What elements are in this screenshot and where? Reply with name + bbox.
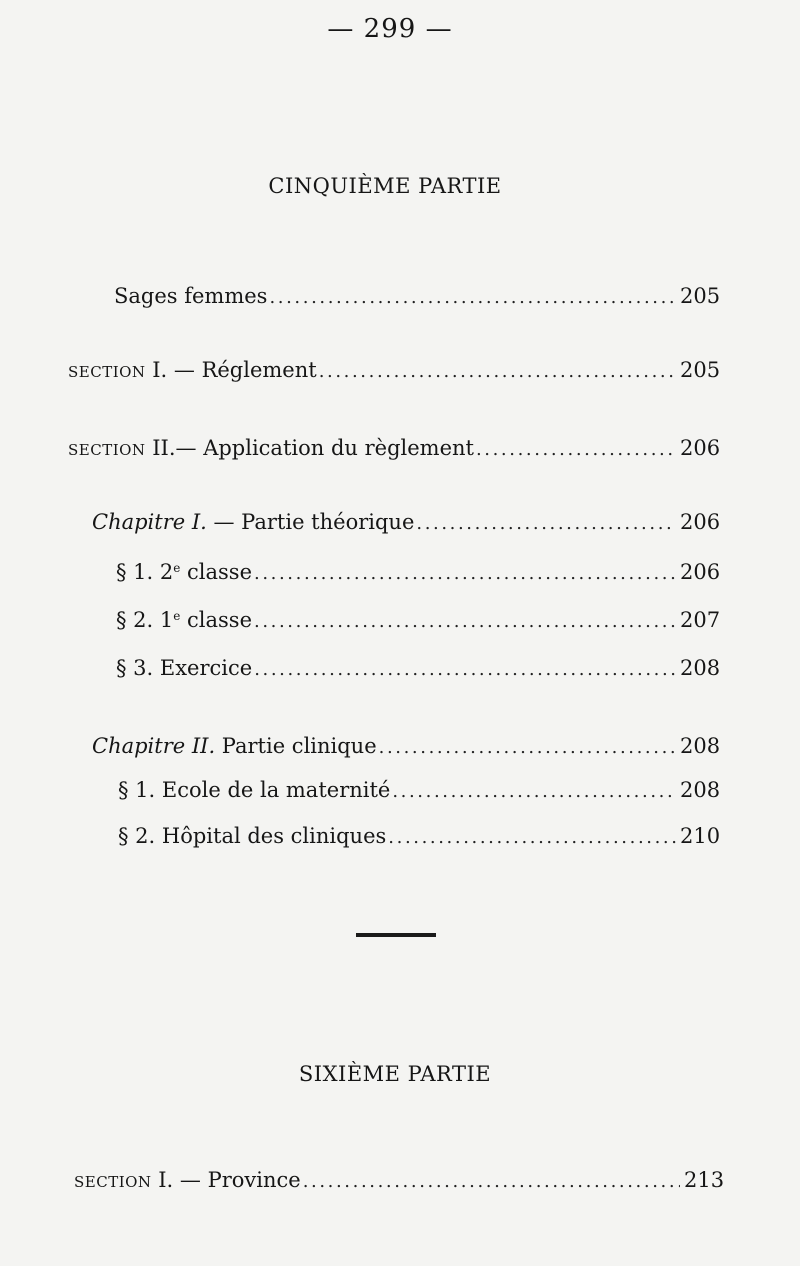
toc-entry[interactable] [68, 436, 720, 460]
toc-entry-label [116, 608, 252, 632]
paragraph-number: § 1. 2 [116, 560, 174, 584]
toc-entry-label [74, 1168, 301, 1192]
chapter-label: Chapitre II. [92, 734, 216, 758]
toc-entry[interactable] [118, 778, 720, 802]
toc-entry[interactable] [74, 1168, 724, 1192]
leader-dots [379, 737, 676, 758]
chapter-text: Partie clinique [215, 734, 377, 758]
part-title: CINQUIÈME PARTIE [268, 174, 502, 198]
toc-entry[interactable] [116, 608, 720, 632]
toc-entry-page: 205 [680, 284, 720, 308]
paragraph-text: classe [180, 608, 253, 632]
toc-entry[interactable] [114, 284, 720, 308]
toc-entry-page: 208 [680, 656, 720, 680]
leader-dots [319, 361, 676, 382]
paragraph-text: classe [180, 560, 253, 584]
ordinal-sup: e [173, 561, 181, 575]
toc-entry-label: Sages femmes [114, 284, 268, 308]
leader-dots [392, 781, 676, 802]
toc-entry-page: 208 [680, 778, 720, 802]
section-text: I. — Réglement [152, 358, 317, 382]
toc-entry-label: § 2. Hôpital des cliniques [118, 824, 387, 848]
toc-entry-page: 210 [680, 824, 720, 848]
toc-entry-label [92, 734, 377, 758]
leader-dots [254, 659, 676, 680]
section-prefix: SECTION [74, 1173, 152, 1191]
toc-entry-page: 206 [680, 436, 720, 460]
toc-entry-page: 206 [680, 560, 720, 584]
toc-entry[interactable] [116, 560, 720, 584]
toc-entry[interactable] [92, 510, 720, 534]
page-number: — 299 — [327, 14, 453, 44]
leader-dots [254, 563, 676, 584]
leader-dots [388, 827, 676, 848]
toc-entry-page: 208 [680, 734, 720, 758]
leader-dots [254, 611, 676, 632]
toc-entry-page: 205 [680, 358, 720, 382]
section-text: II.— Application du règlement [152, 436, 474, 460]
toc-entry[interactable] [68, 358, 720, 382]
section-divider [356, 933, 436, 937]
chapter-text: — Partie théorique [206, 510, 415, 534]
chapter-label: Chapitre I. [92, 510, 207, 534]
part-title: SIXIÈME PARTIE [298, 1062, 492, 1086]
toc-entry-label [92, 510, 414, 534]
toc-entry-label [68, 436, 474, 460]
section-prefix: SECTION [68, 441, 146, 459]
toc-entry[interactable] [116, 656, 720, 680]
toc-entry-page: 206 [680, 510, 720, 534]
toc-entry-page: 207 [680, 608, 720, 632]
leader-dots [303, 1171, 680, 1192]
toc-entry-label: § 1. Ecole de la maternité [118, 778, 391, 802]
toc-entry[interactable] [92, 734, 720, 758]
ordinal-sup: e [173, 609, 181, 623]
leader-dots [416, 513, 676, 534]
toc-entry-label: § 3. Exercice [116, 656, 253, 680]
paragraph-number: § 2. 1 [116, 608, 174, 632]
section-text: I. — Province [158, 1168, 301, 1192]
section-prefix: SECTION [68, 363, 146, 381]
toc-entry-label [116, 560, 252, 584]
leader-dots [476, 439, 676, 460]
leader-dots [269, 287, 676, 308]
toc-entry[interactable] [118, 824, 720, 848]
toc-entry-label [68, 358, 317, 382]
toc-entry-page: 213 [684, 1168, 724, 1192]
